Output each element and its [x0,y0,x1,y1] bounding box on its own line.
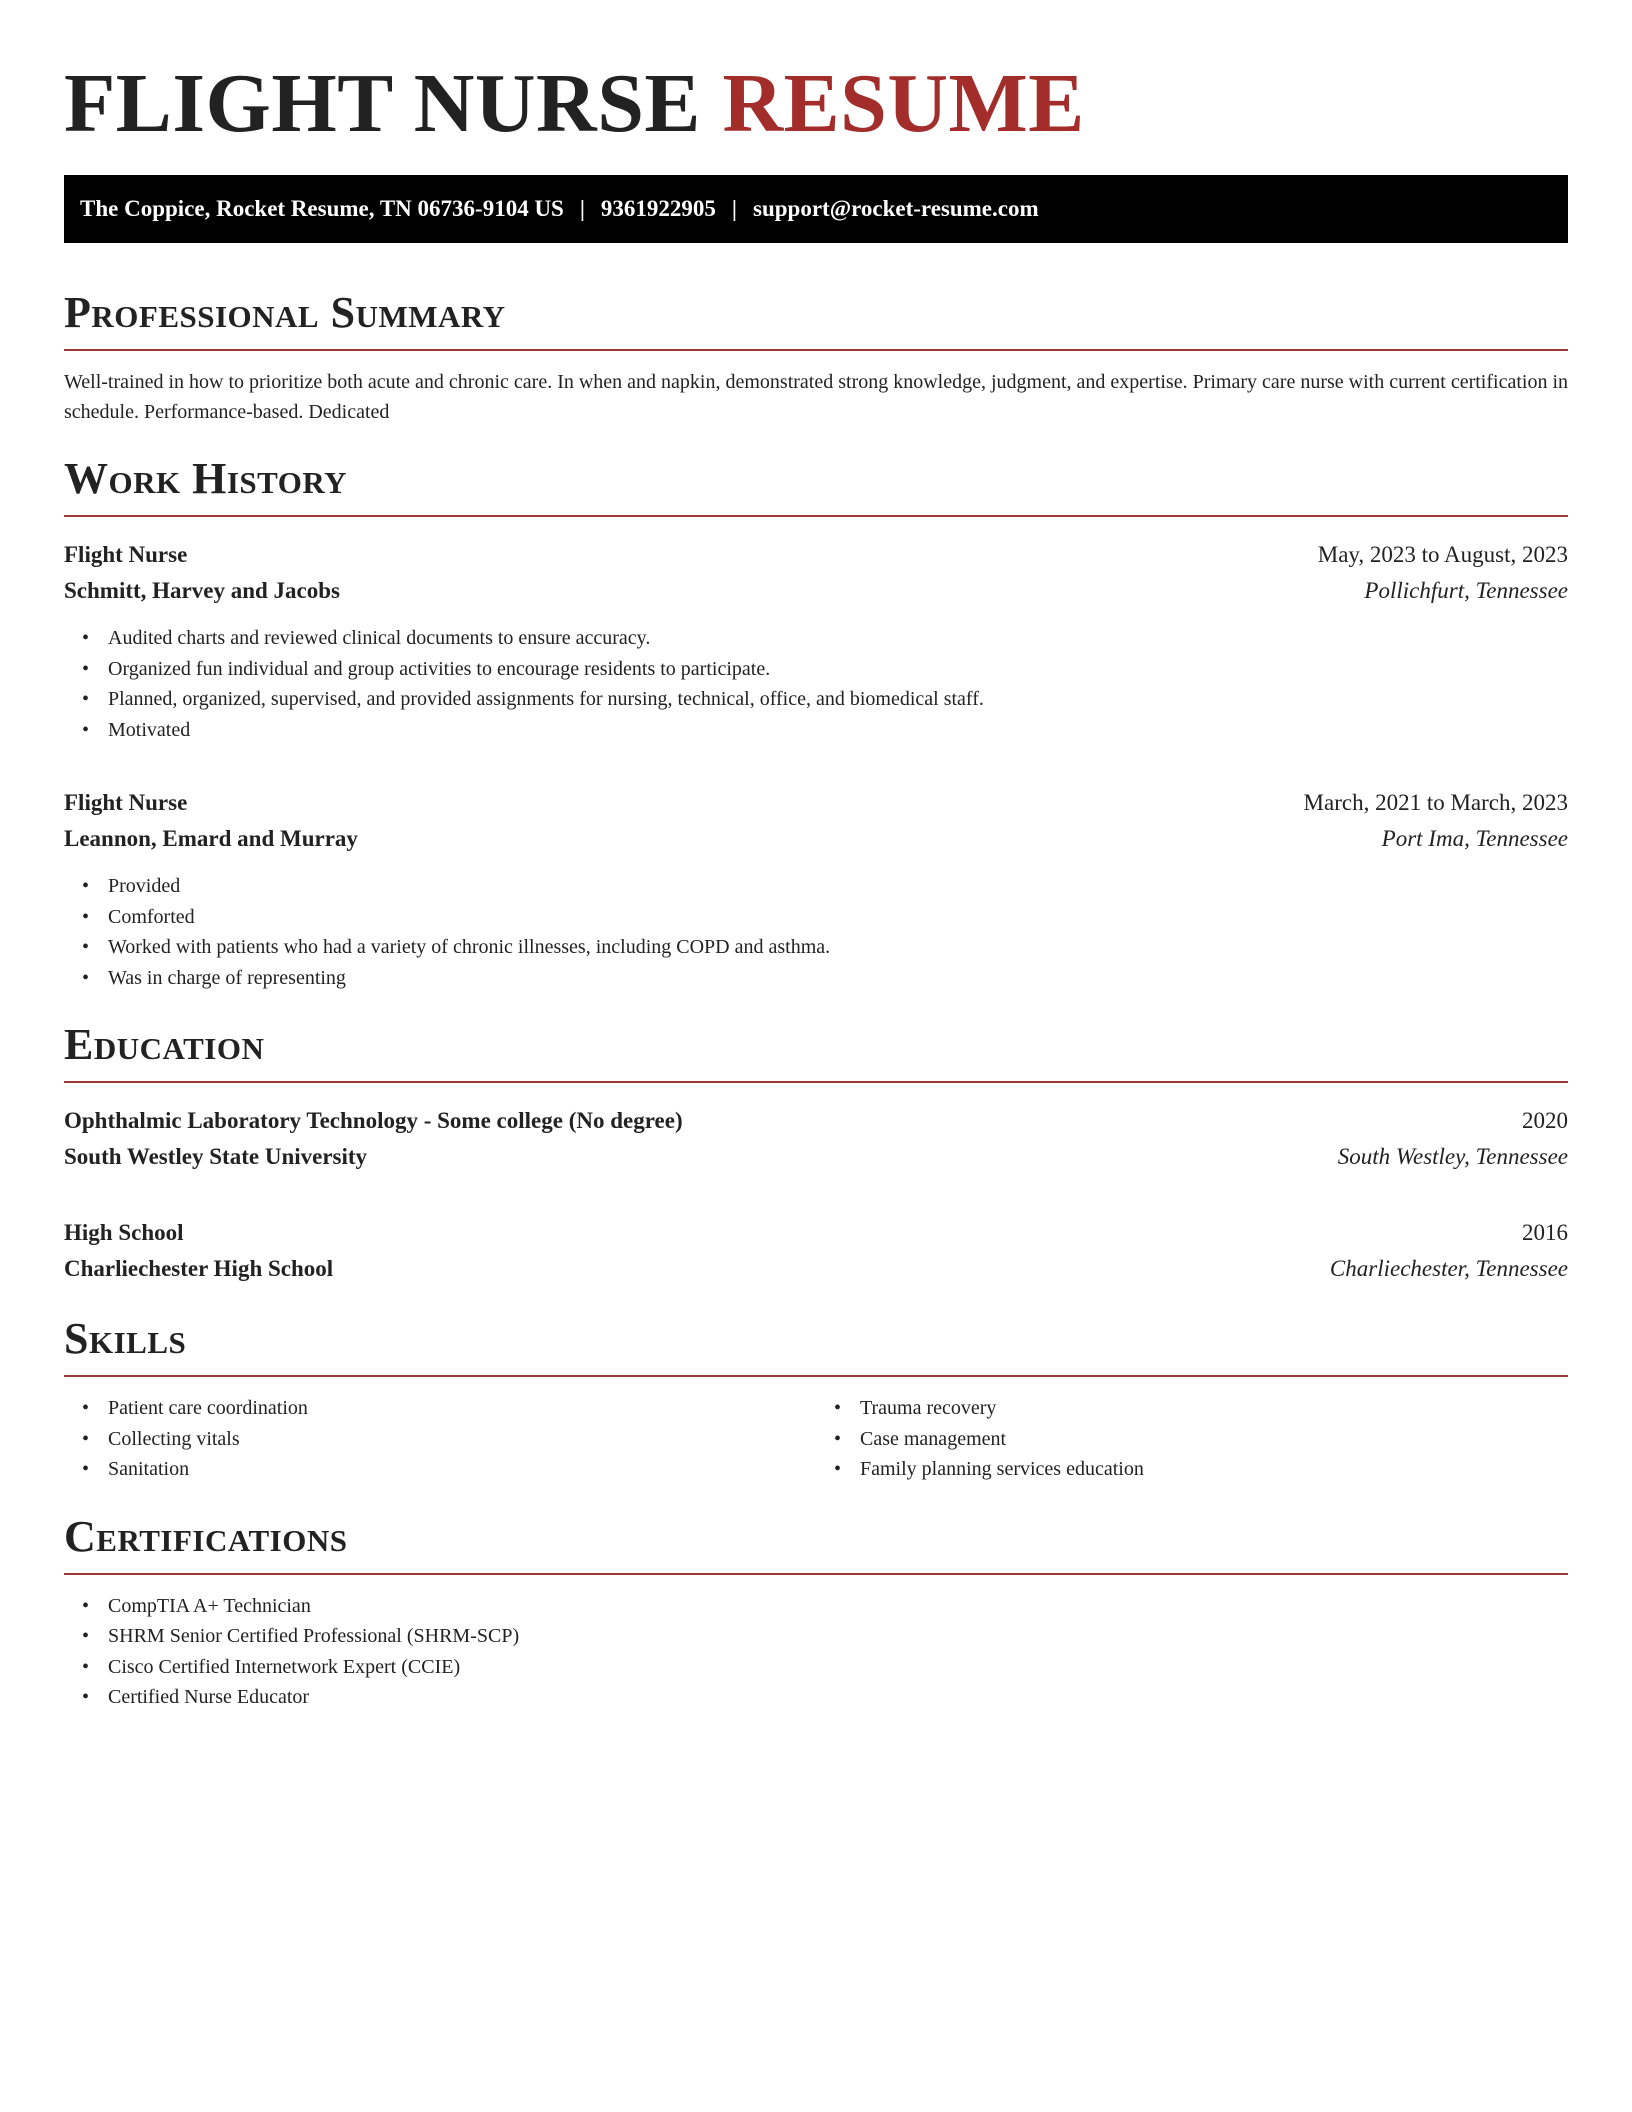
section-divider [64,1375,1568,1377]
list-item: • Comforted [108,902,1568,933]
contact-separator: | [579,196,585,221]
list-item: • Motivated [108,715,1568,746]
job-company-row [64,573,1568,609]
job-duties-list [64,871,1568,993]
certifications-section [64,1511,1568,1713]
job-title-row [64,785,1568,821]
education-year: 2016 [1522,1220,1568,1245]
section-heading-certifications: Certifications [64,1511,348,1561]
job-dates: March, 2021 to March, 2023 [1303,790,1568,815]
job-entry [64,785,1568,993]
contact-bar [64,175,1568,243]
job-title: Flight Nurse [64,790,188,815]
list-item: • Family planning services education [860,1454,1568,1485]
list-item: • Worked with patients who had a variety of chronic illnesses, including COPD and asthma. [108,932,1568,963]
list-item: • Planned, organized, supervised, and provided assignments for nursing, technical, office, and biomedical staff. [108,684,1568,715]
education-school: South Westley State University [64,1144,368,1169]
certifications-list [64,1591,1568,1713]
list-item: • Trauma recovery [860,1393,1568,1424]
section-divider [64,515,1568,517]
job-duties-list [64,623,1568,745]
contact-email[interactable]: support@rocket-resume.com [753,196,1039,221]
work-history-section [64,453,1568,993]
education-year: 2020 [1522,1108,1568,1133]
list-item: • Was in charge of representing [108,963,1568,994]
list-item: • Sanitation [108,1454,816,1485]
job-location: Port Ima, Tennessee [1381,826,1568,851]
education-degree-row [64,1215,1568,1251]
resume-title-accent: RESUME [722,57,1085,150]
education-degree-row [64,1103,1568,1139]
summary-section [64,287,1568,427]
skills-list-right [816,1393,1568,1485]
education-school-row [64,1251,1568,1287]
section-heading-education: Education [64,1020,265,1069]
list-item: • CompTIA A+ Technician [108,1591,1568,1622]
list-item: • Cisco Certified Internetwork Expert (CCIE) [108,1652,1568,1683]
education-location: Charliechester, Tennessee [1329,1256,1568,1281]
education-school: Charliechester High School [64,1256,334,1281]
education-section [64,1019,1568,1287]
resume-title-main: FLIGHT NURSE [64,57,701,150]
job-dates: May, 2023 to August, 2023 [1317,542,1568,567]
list-item: • Collecting vitals [108,1424,816,1455]
section-divider [64,1573,1568,1575]
contact-address: The Coppice, Rocket Resume, TN 06736-9104 US [80,196,564,221]
section-divider [64,1081,1568,1083]
skills-grid [64,1393,1568,1485]
section-heading-work-history: Work History [64,454,348,503]
section-heading-summary: Professional Summary [64,288,506,337]
list-item: • Patient care coordination [108,1393,816,1424]
job-company: Leannon, Emard and Murray [64,826,358,851]
job-title-row [64,537,1568,573]
list-item: • Audited charts and reviewed clinical documents to ensure accuracy. [108,623,1568,654]
skills-section [64,1313,1568,1485]
education-school-row [64,1139,1568,1175]
education-degree: Ophthalmic Laboratory Technology - Some college (No degree) [64,1108,683,1133]
job-title: Flight Nurse [64,542,188,567]
section-heading-skills: Skills [64,1314,187,1363]
job-entry [64,537,1568,745]
job-location: Pollichfurt, Tennessee [1364,578,1568,603]
summary-text: Well-trained in how to prioritize both acute and chronic care. In when and napkin, demonstrated strong knowledge, judgment, and expertise. Primary care nurse with current certification in schedule. Performance-based. Dedicated [64,371,1568,423]
list-item: • Case management [860,1424,1568,1455]
resume-title [64,56,1568,152]
contact-phone[interactable]: 9361922905 [600,196,716,221]
job-company-row [64,821,1568,857]
education-location: South Westley, Tennessee [1337,1144,1568,1169]
list-item: • Organized fun individual and group activities to encourage residents to participate. [108,654,1568,685]
education-entry [64,1103,1568,1175]
contact-separator: | [731,196,737,221]
education-degree: High School [64,1220,184,1245]
list-item: • SHRM Senior Certified Professional (SHRM-SCP) [108,1621,1568,1652]
job-company: Schmitt, Harvey and Jacobs [64,578,340,603]
section-divider [64,349,1568,351]
list-item: • Provided [108,871,1568,902]
list-item: • Certified Nurse Educator [108,1682,1568,1713]
skills-list-left [64,1393,816,1485]
education-entry [64,1215,1568,1287]
